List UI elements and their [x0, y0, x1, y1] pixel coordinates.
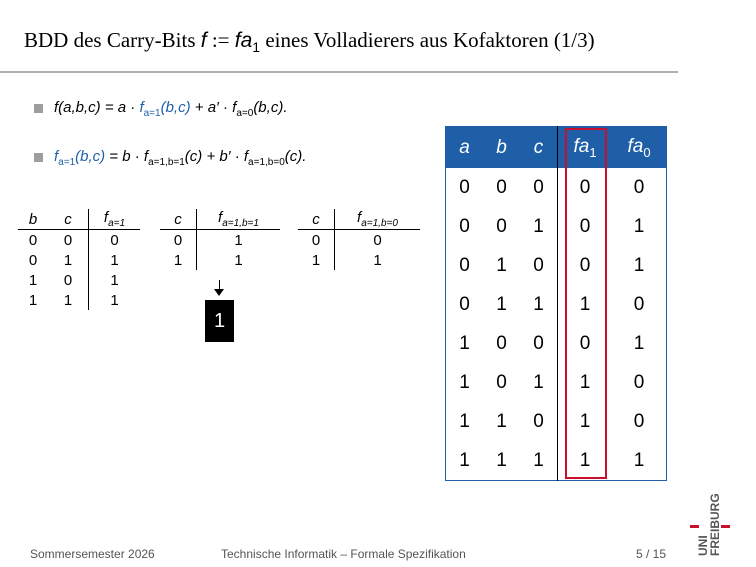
truth-cell: 1: [496, 254, 507, 276]
t3-cell: 0: [335, 230, 421, 251]
logo-text-uni: UNI: [696, 535, 710, 556]
t1-cell: 1: [89, 290, 141, 310]
truth-cell: 1: [496, 449, 507, 471]
t2-row: [160, 250, 280, 270]
formula1-rest: + a′ · f: [190, 99, 237, 116]
formula-shannon-a: [54, 99, 287, 119]
truth-cell: 0: [633, 371, 645, 393]
truth-cell: 0: [496, 215, 507, 237]
t2-cell: 0: [173, 231, 183, 249]
t1-cell: 1: [63, 251, 73, 269]
t1-row: [18, 290, 140, 310]
t3-cell: 1: [311, 251, 321, 269]
t2-header-f: $f_{a=1,b=1}$: [197, 209, 281, 230]
truth-cell: 0: [533, 176, 544, 198]
truth-cell: 1: [633, 215, 645, 237]
title-sub: 1: [252, 39, 261, 56]
truth-header-a: a: [446, 127, 484, 169]
highlight-fa1-column: [565, 128, 607, 479]
truth-cell: 0: [558, 324, 613, 363]
formula2-mid-args: (c) + b′ · f: [184, 148, 249, 165]
truth-row: [446, 441, 667, 481]
truth-cell: 0: [496, 332, 507, 354]
truth-cell: 0: [496, 371, 507, 393]
formula2-end-args: (c).: [284, 148, 307, 165]
t2-cell: 1: [197, 250, 281, 270]
truth-row: [446, 246, 667, 285]
truth-cell: 0: [459, 254, 470, 276]
title-f: f: [200, 29, 207, 52]
arrow-head: [214, 289, 224, 296]
footer-course: Technische Informatik – Formale Spezifikation: [221, 547, 466, 561]
truth-cell: 0: [533, 332, 544, 354]
truth-row: [446, 285, 667, 324]
truth-cell: 0: [558, 246, 613, 285]
bullet-marker-2: [34, 153, 43, 162]
t1-cell: 0: [28, 251, 38, 269]
truth-cell: 1: [533, 293, 544, 315]
t1-cell: 1: [63, 291, 73, 309]
bdd-terminal-node: 1: [205, 300, 234, 342]
truth-cell: 1: [496, 410, 507, 432]
truth-cell: 0: [459, 215, 470, 237]
cofactor-table-a1-b1: [160, 209, 280, 270]
truth-cell: 0: [633, 293, 645, 315]
truth-cell: 1: [558, 441, 613, 481]
truth-cell: 1: [633, 332, 645, 354]
footer-page-number: 5 / 15: [636, 547, 667, 561]
truth-cell: 1: [459, 410, 470, 432]
t2-cell: 1: [173, 251, 183, 269]
t2-row: [160, 230, 280, 251]
truth-cell: 1: [533, 215, 544, 237]
truth-cell: 0: [496, 176, 507, 198]
truth-cell: 0: [633, 410, 645, 432]
t1-row: [18, 270, 140, 290]
t2-header-c: c: [160, 209, 197, 230]
truth-row: [446, 207, 667, 246]
truth-row: [446, 324, 667, 363]
t1-header-f: $f_{a=1}$: [89, 209, 141, 230]
t3-row: [298, 230, 420, 251]
t1-cell: 0: [28, 231, 38, 249]
cofactor-table-a1: [18, 209, 140, 310]
title-assign: :=: [206, 28, 235, 52]
slide-title: [24, 28, 595, 55]
truth-cell: 1: [459, 449, 470, 471]
truth-cell: 0: [459, 176, 470, 198]
truth-row: [446, 402, 667, 441]
t3-cell: 1: [335, 250, 421, 270]
truth-cell: 1: [533, 371, 544, 393]
full-adder-truth-table: [445, 126, 667, 481]
truth-header-c: c: [520, 127, 558, 169]
formula1-rest-args: (b,c).: [253, 99, 288, 116]
truth-cell: 1: [558, 402, 613, 441]
formula1-fa1-sub: a=1: [143, 108, 161, 119]
truth-cell: 0: [459, 293, 470, 315]
truth-cell: 1: [459, 371, 470, 393]
truth-row: [446, 363, 667, 402]
title-prefix: BDD des Carry-Bits: [24, 28, 201, 52]
truth-cell: 0: [558, 207, 613, 246]
t1-header-c: c: [48, 209, 89, 230]
formula2-mid-sub: a=1,b=1: [148, 157, 185, 168]
truth-header-b: b: [483, 127, 520, 169]
t2-cell: 1: [197, 230, 281, 251]
t1-row: [18, 230, 140, 251]
truth-cell: 0: [558, 168, 613, 207]
truth-cell: 1: [459, 332, 470, 354]
t1-cell: 1: [28, 291, 38, 309]
t1-cell: 0: [63, 231, 73, 249]
t3-header-f: $f_{a=1,b=0}$: [335, 209, 421, 230]
formula2-lhs-args: (b,c): [75, 148, 106, 165]
formula1-fa1-args: (b,c): [160, 99, 191, 116]
footer-semester: Sommersemester 2026: [30, 547, 155, 561]
formula2-lhs-sub: a=1: [58, 157, 76, 168]
formula-shannon-b: [54, 148, 306, 168]
t1-cell: 0: [89, 230, 141, 251]
truth-cell: 1: [633, 449, 645, 471]
t3-cell: 0: [311, 231, 321, 249]
truth-cell: 0: [533, 410, 544, 432]
truth-cell: 0: [533, 254, 544, 276]
formula2-end-sub: a=1,b=0: [248, 157, 285, 168]
truth-cell: 1: [558, 285, 613, 324]
formula2-mid: = b · f: [105, 148, 149, 165]
truth-row: [446, 168, 667, 207]
cofactor-table-a1-b0: [298, 209, 420, 270]
t1-cell: 1: [89, 270, 141, 290]
title-divider: [0, 71, 678, 73]
formula1-fa1: f: [139, 99, 144, 116]
truth-cell: 0: [633, 176, 645, 198]
t1-row: [18, 250, 140, 270]
bullet-marker-1: [34, 104, 43, 113]
title-suffix: eines Volladierers aus Kofaktoren (1/3): [260, 28, 595, 52]
truth-cell: 1: [496, 293, 507, 315]
formula1-lhs: f(a,b,c) = a ·: [54, 99, 140, 116]
t1-header-b: b: [18, 209, 48, 230]
t3-row: [298, 250, 420, 270]
formula2-lhs: f: [54, 148, 59, 165]
truth-cell: 1: [558, 363, 613, 402]
t3-header-c: c: [298, 209, 335, 230]
formula1-rest-sub: a=0: [236, 108, 254, 119]
t1-cell: 1: [28, 271, 38, 289]
truth-header-fa0: $fa_0$: [612, 127, 667, 169]
truth-header-fa1: $fa_1$: [558, 127, 613, 169]
logo-text-freiburg: FREIBURG: [708, 493, 722, 556]
t1-cell: 0: [63, 271, 73, 289]
t1-cell: 1: [89, 250, 141, 270]
truth-cell: 1: [533, 449, 544, 471]
title-fa: fa: [234, 29, 253, 52]
uni-freiburg-logo: [690, 478, 730, 558]
truth-cell: 1: [633, 254, 645, 276]
